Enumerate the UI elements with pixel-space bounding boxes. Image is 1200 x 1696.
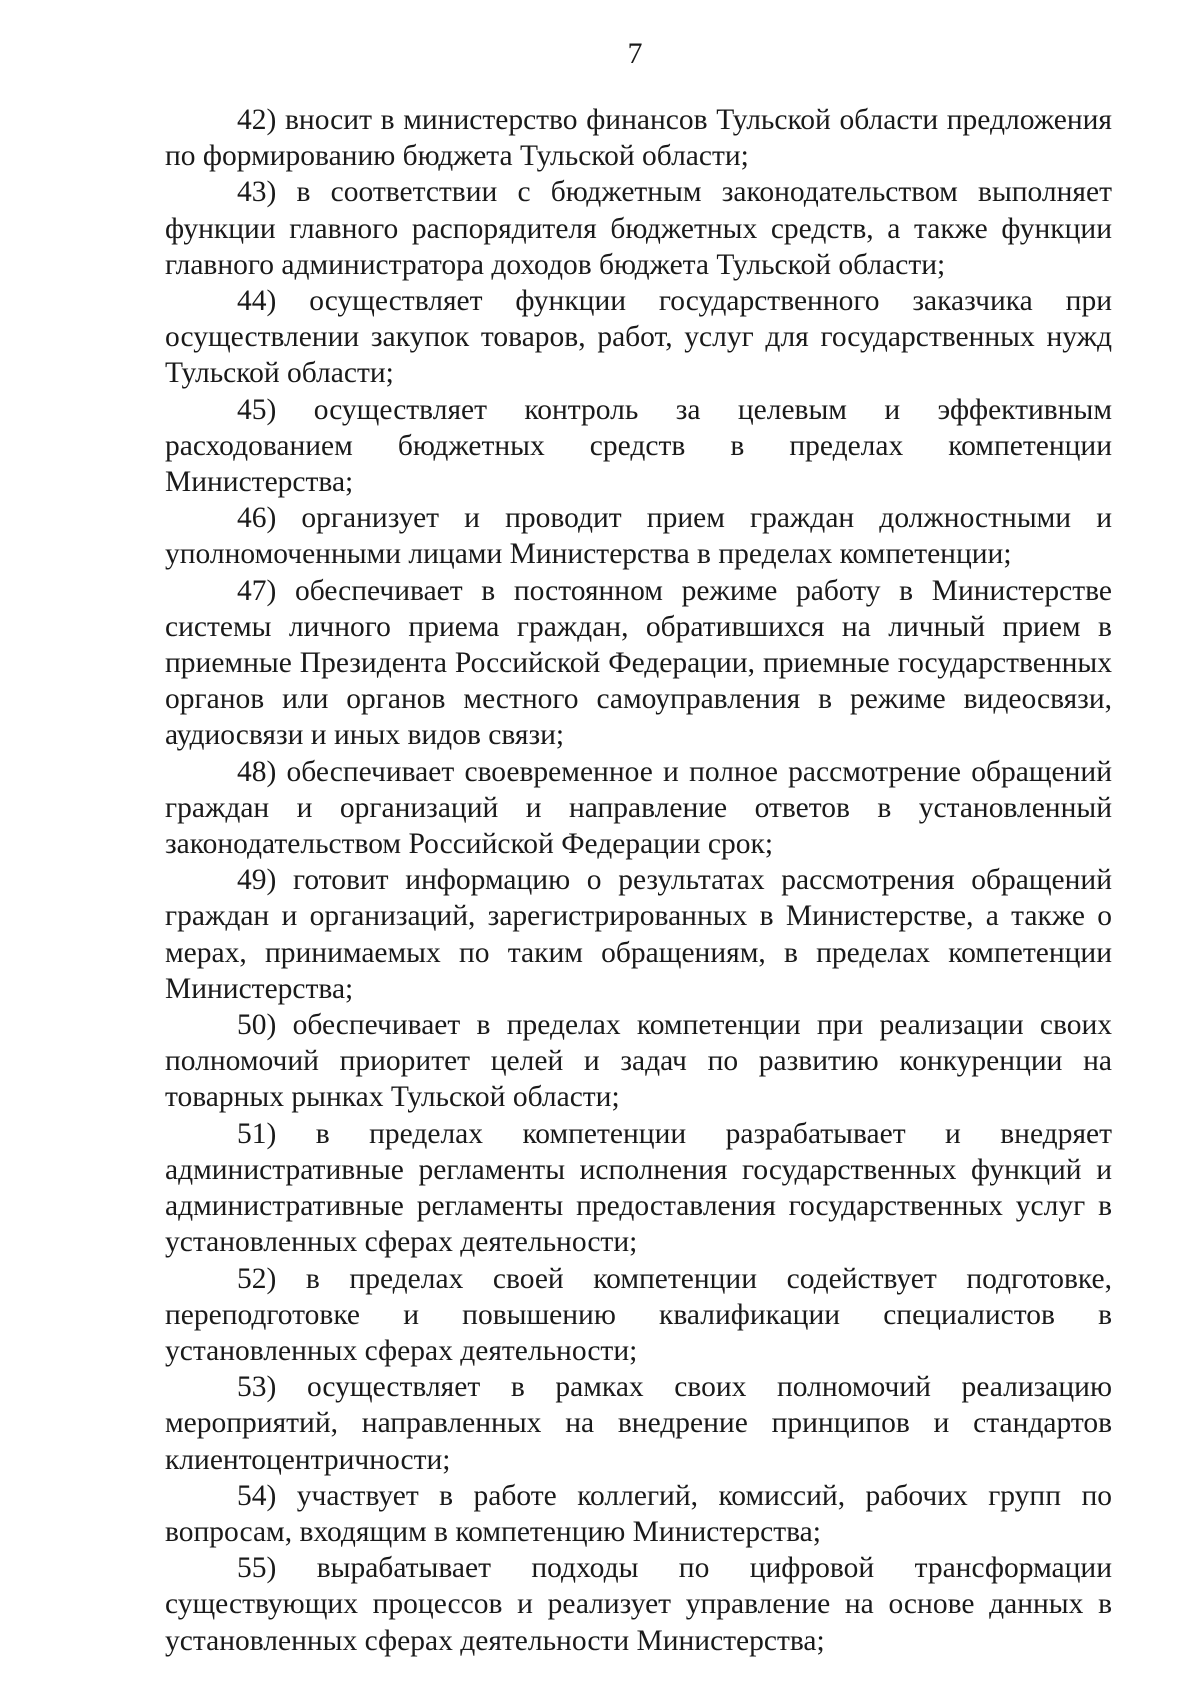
list-item-55: 55) вырабатывает подходы по цифровой трансформации существующих процессов и реализует управление на основе данных в установленных сферах деятельности Министерства; <box>165 1552 1112 1657</box>
list-item-51: 51) в пределах компетенции разрабатывает и внедряет административные регламенты исполнения государственных функций и административные регламенты предоставления государственных услуг в установленных сферах деятельности; <box>165 1117 1112 1259</box>
list-item-45: 45) осуществляет контроль за целевым и эффективным расходованием бюджетных средств в пределах компетенции Министерства; <box>165 393 1112 499</box>
list-item-46: 46) организует и проводит прием граждан должностными и уполномоченными лицами Министерства в пределах компетенции; <box>165 502 1112 571</box>
list-item-42: 42) вносит в министерство финансов Тульской области предложения по формированию бюджета Тульской области; <box>165 104 1112 173</box>
list-item-53: 53) осуществляет в рамках своих полномочий реализацию мероприятий, направленных на внедрение принципов и стандартов клиентоцентричности; <box>165 1371 1112 1476</box>
list-item-43: 43) в соответствии с бюджетным законодательством выполняет функции главного распорядителя бюджетных средств, а также функции главного администратора доходов бюджета Тульской области; <box>165 176 1112 281</box>
list-item-54: 54) участвует в работе коллегий, комиссий, рабочих групп по вопросам, входящим в компетенцию Министерства; <box>165 1479 1112 1548</box>
page-number: 7 <box>627 37 643 70</box>
list-item-49: 49) готовит информацию о результатах рассмотрения обращений граждан и организаций, зарегистрированных в Министерстве, а также о мерах, принимаемых по таким обращениям, в пределах компетенции Министерства; <box>165 864 1112 1005</box>
list-item-47: 47) обеспечивает в постоянном режиме работу в Министерстве системы личного приема граждан, обратившихся на личный прием в приемные Президента Российской Федерации, приемные государственных органов или органов местного самоуправления в режиме видеосвязи, аудиосвязи и иных видов связи; <box>165 574 1112 752</box>
document-body <box>165 102 1112 1659</box>
list-item-50: 50) обеспечивает в пределах компетенции при реализации своих полномочий приоритет целей и задач по развитию конкуренции на товарных рынках Тульской области; <box>165 1009 1112 1114</box>
list-item-44: 44) осуществляет функции государственного заказчика при осуществлении закупок товаров, работ, услуг для государственных нужд Тульской области; <box>165 285 1112 390</box>
list-item-52: 52) в пределах своей компетенции содействует подготовке, переподготовке и повышению квалификации специалистов в установленных сферах деятельности; <box>165 1262 1112 1367</box>
list-item-48: 48) обеспечивает своевременное и полное рассмотрение обращений граждан и организаций и направление ответов в установленный законодательством Российской Федерации срок; <box>165 755 1112 861</box>
